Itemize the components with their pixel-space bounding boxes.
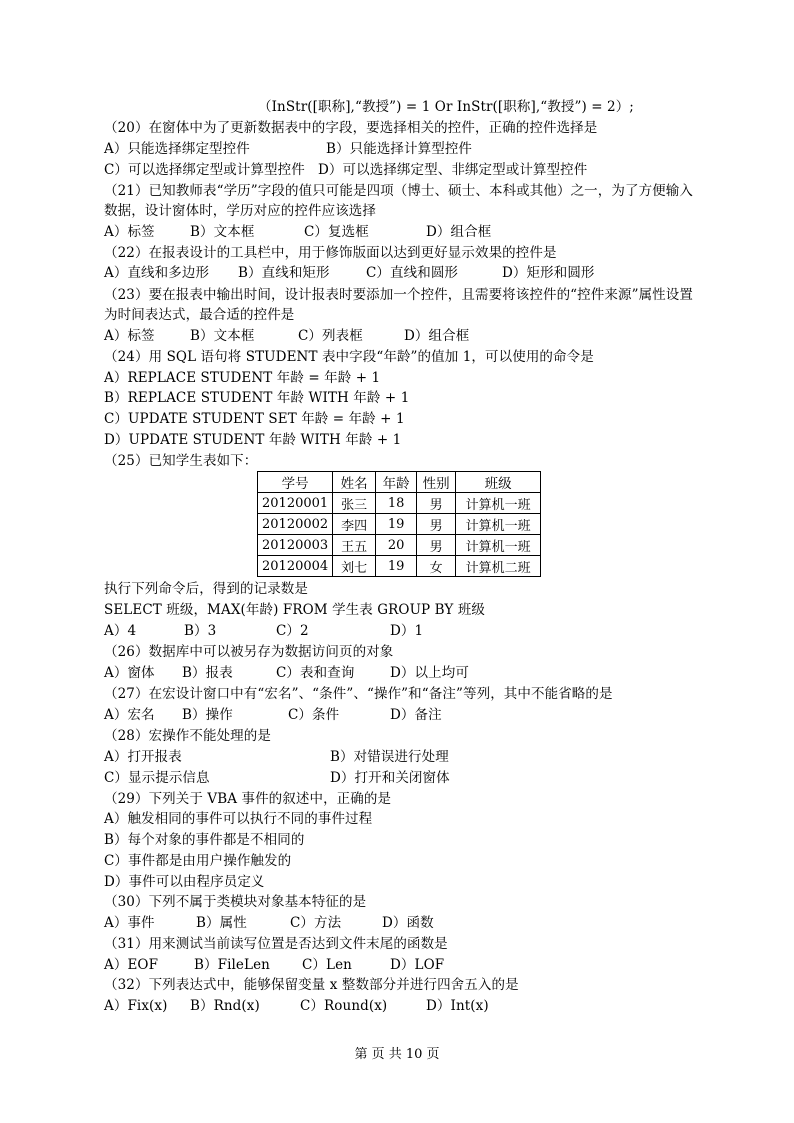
question-23-stem-line-2: 为时间表达式，最合适的控件是 [104,307,295,323]
table-row [258,556,541,577]
question-25-stem: （25）已知学生表如下： [104,453,258,469]
cell-age: 20 [376,535,417,556]
option-d: D）函数 [382,915,434,931]
question-29-option-d: D）事件可以由程序员定义 [104,874,265,890]
question-24-option-a: A）REPLACE STUDENT 年龄 = 年龄 + 1 [104,370,381,386]
page-footer: 第 页 共 10 页 [354,1047,440,1062]
option-d: D）1 [390,623,424,639]
header-class: 班级 [456,472,541,493]
question-22-stem: （22）在报表设计的工具栏中，用于修饰版面以达到更好显示效果的控件是 [104,245,557,261]
question-29-option-a: A）触发相同的事件可以执行不同的事件过程 [104,811,373,827]
table-row [258,514,541,535]
cell-gender: 男 [417,493,456,514]
option-a: A）只能选择绑定型控件 [104,141,250,157]
option-b: B）直线和矩形 [238,265,330,281]
question-29-stem: （29）下列关于 VBA 事件的叙述中，正确的是 [104,791,392,807]
option-d: D）组合框 [404,328,470,344]
cell-gender: 男 [417,514,456,535]
cell-student-id: 20120001 [258,493,333,514]
question-20-stem: （20）在窗体中为了更新数据表中的字段，要选择相关的控件，正确的控件选择是 [104,120,598,136]
option-d: D）LOF [390,957,445,973]
question-24-stem: （24）用 SQL 语句将 STUDENT 表中字段“年龄”的值加 1，可以使用的命令是 [104,349,594,365]
header-gender: 性别 [417,472,456,493]
question-27-stem: （27）在宏设计窗口中有“宏名”、“条件”、“操作”和“备注”等列，其中不能省略的是 [104,686,613,702]
option-a: A）打开报表 [104,749,182,765]
option-c: C）表和查询 [276,665,355,681]
option-c: C）复选框 [304,224,369,240]
cell-student-id: 20120004 [258,556,333,577]
question-31-stem: （31）用来测试当前读写位置是否达到文件末尾的函数是 [104,936,448,952]
option-c: C）条件 [288,707,340,723]
question-23-stem-line-1: （23）要在报表中输出时间，设计报表时要添加一个控件，且需要将该控件的“控件来源”属性设置 [104,287,693,303]
option-a: A）EOF [104,957,159,973]
option-d: D）Int(x) [426,998,489,1014]
cell-class: 计算机二班 [456,556,541,577]
option-b: B）文本框 [190,328,255,344]
cell-class: 计算机一班 [456,535,541,556]
cell-name: 王五 [333,535,376,556]
option-c: C）可以选择绑定型或计算型控件 [104,162,305,178]
table-row [258,535,541,556]
option-b: B）对错误进行处理 [330,749,449,765]
option-d: D）矩形和圆形 [502,265,595,281]
option-d: D）组合框 [426,224,492,240]
cell-age: 18 [376,493,417,514]
table-header-row [258,472,541,493]
header-name: 姓名 [333,472,376,493]
previous-answer-line: （InStr([职称],“教授”) = 1 Or InStr([职称],“教授”) = 2）; [258,99,634,115]
header-student-id: 学号 [258,472,333,493]
option-b: B）只能选择计算型控件 [326,141,473,157]
cell-student-id: 20120002 [258,514,333,535]
option-b: B）文本框 [190,224,255,240]
cell-student-id: 20120003 [258,535,333,556]
question-25-sql: SELECT 班级，MAX(年龄) FROM 学生表 GROUP BY 班级 [104,602,486,618]
option-b: B）属性 [196,915,247,931]
question-32-stem: （32）下列表达式中，能够保留变量 x 整数部分并进行四舍五入的是 [104,977,519,993]
option-a: A）直线和多边形 [104,265,210,281]
option-c: C）直线和圆形 [366,265,459,281]
option-c: C）Round(x) [300,998,388,1014]
question-30-stem: （30）下列不属于类模块对象基本特征的是 [104,894,367,910]
option-c: C）2 [276,623,309,639]
cell-name: 刘七 [333,556,376,577]
option-c: C）方法 [290,915,342,931]
cell-name: 张三 [333,493,376,514]
question-24-option-d: D）UPDATE STUDENT 年龄 WITH 年龄 + 1 [104,432,402,448]
option-c: C）显示提示信息 [104,770,210,786]
question-24-option-b: B）REPLACE STUDENT 年龄 WITH 年龄 + 1 [104,390,410,406]
question-26-stem: （26）数据库中可以被另存为数据访问页的对象 [104,644,394,660]
option-a: A）事件 [104,915,155,931]
option-d: D）打开和关闭窗体 [330,770,450,786]
cell-gender: 女 [417,556,456,577]
option-b: B）3 [184,623,217,639]
option-d: D）以上均可 [390,665,469,681]
option-b: B）报表 [182,665,233,681]
question-29-option-b: B）每个对象的事件都是不相同的 [104,832,305,848]
option-d: D）可以选择绑定型、非绑定型或计算型控件 [318,162,588,178]
option-b: B）操作 [182,707,233,723]
question-29-option-c: C）事件都是由用户操作触发的 [104,853,292,869]
option-a: A）4 [104,623,137,639]
student-table [257,471,541,577]
cell-gender: 男 [417,535,456,556]
option-b: B）FileLen [194,957,270,973]
option-a: A）标签 [104,328,155,344]
option-a: A）Fix(x) [104,998,168,1014]
cell-class: 计算机一班 [456,493,541,514]
question-21-stem-line-2: 数据，设计窗体时，学历对应的控件应该选择 [104,203,376,219]
header-age: 年龄 [376,472,417,493]
option-a: A）宏名 [104,707,155,723]
option-b: B）Rnd(x) [190,998,260,1014]
question-25-stem-continued: 执行下列命令后，得到的记录数是 [104,581,308,597]
option-d: D）备注 [390,707,442,723]
table-row [258,493,541,514]
cell-age: 19 [376,514,417,535]
cell-age: 19 [376,556,417,577]
question-21-stem-line-1: （21）已知教师表“学历”字段的值只可能是四项（博士、硕士、本科或其他）之一，为了方便输入 [104,183,693,199]
option-c: C）列表框 [298,328,363,344]
cell-name: 李四 [333,514,376,535]
option-a: A）标签 [104,224,155,240]
option-c: C）Len [302,957,352,973]
question-28-stem: （28）宏操作不能处理的是 [104,728,271,744]
question-24-option-c: C）UPDATE STUDENT SET 年龄 = 年龄 + 1 [104,411,405,427]
option-a: A）窗体 [104,665,155,681]
cell-class: 计算机一班 [456,514,541,535]
